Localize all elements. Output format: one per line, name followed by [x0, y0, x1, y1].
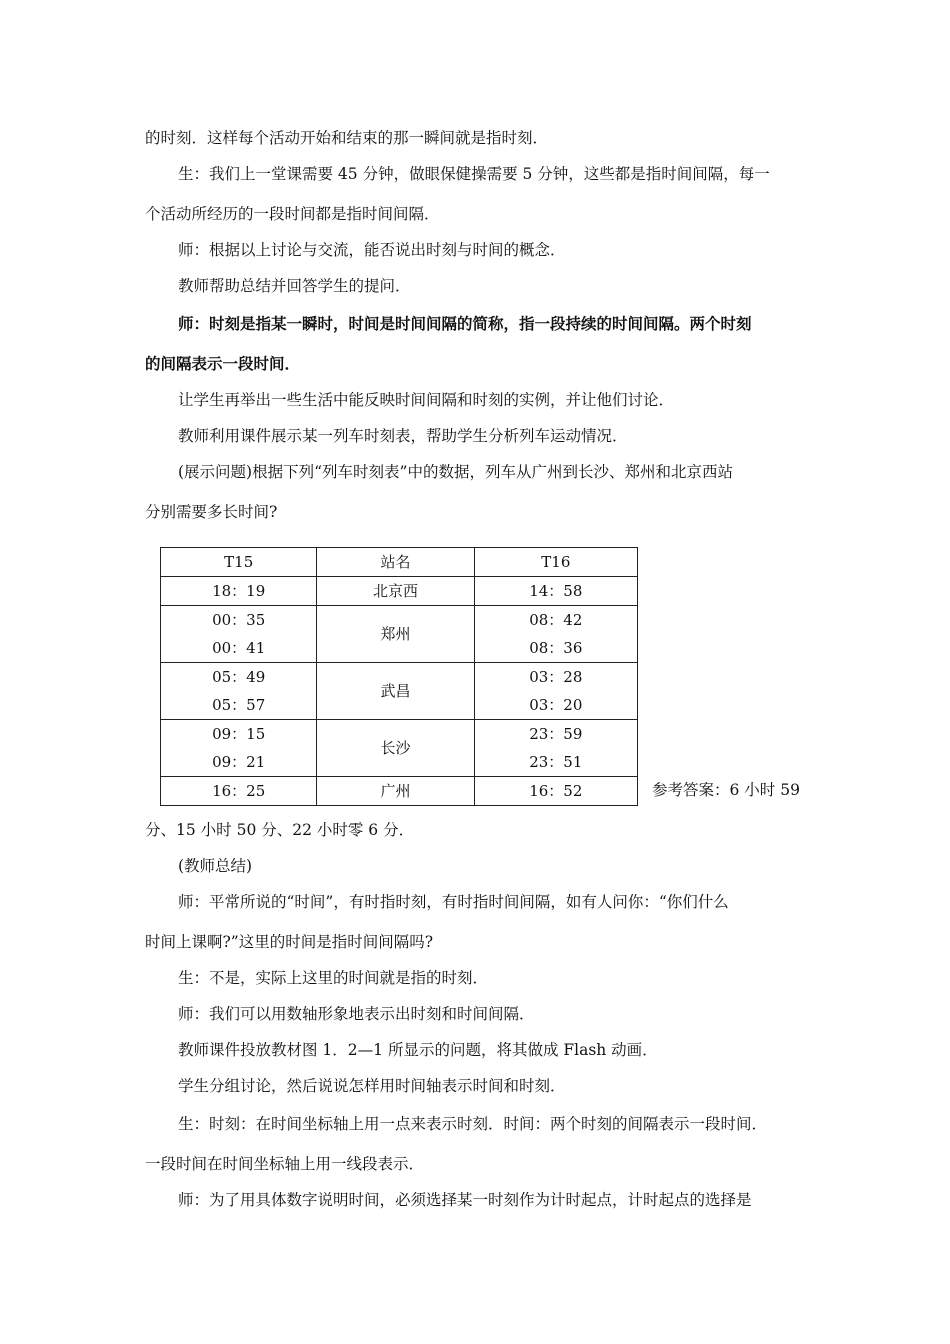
t15-times	[161, 606, 317, 663]
t16-depart: 03：20	[529, 696, 583, 714]
t15-arrive: 00：35	[212, 611, 266, 629]
station-name: 长沙	[317, 720, 474, 777]
bold-definition-line: 师：时刻是指某一瞬时，时间是时间间隔的简称，指一段持续的时间间隔。两个时刻	[178, 314, 752, 333]
t15-times	[161, 720, 317, 777]
header-t16: T16	[474, 548, 637, 577]
paragraph-line: 生：时刻：在时间坐标轴上用一点来表示时刻．时间：两个时刻的间隔表示一段时间．	[178, 1115, 768, 1133]
t15-time: 18：19	[161, 577, 317, 606]
t16-times	[474, 720, 637, 777]
paragraph-line: (教师总结)	[178, 857, 253, 875]
t16-depart: 08：36	[529, 639, 583, 657]
paragraph-line: 师：根据以上讨论与交流，能否说出时刻与时间的概念．	[178, 241, 566, 259]
t16-depart: 23：51	[529, 753, 583, 771]
paragraph-line: 个活动所经历的一段时间都是指时间间隔．	[145, 205, 440, 223]
paragraph-line: 分、15 小时 50 分、22 小时零 6 分．	[145, 821, 415, 839]
t16-time: 14：58	[474, 577, 637, 606]
paragraph-line: 时间上课啊?”这里的时间是指时间间隔吗?	[145, 933, 434, 951]
station-name: 北京西	[317, 577, 474, 606]
table-header-row	[161, 548, 638, 577]
table-row	[161, 777, 638, 806]
train-timetable	[160, 547, 638, 806]
station-name: 武昌	[317, 663, 474, 720]
t16-arrive: 23：59	[529, 725, 583, 743]
paragraph-line: 教师课件投放教材图 1．2—1 所显示的问题，将其做成 Flash 动画．	[178, 1041, 658, 1059]
t15-times	[161, 663, 317, 720]
t16-time: 16：52	[474, 777, 637, 806]
paragraph-line: 教师利用课件展示某一列车时刻表，帮助学生分析列车运动情况．	[178, 427, 628, 445]
paragraph-line: 师：为了用具体数字说明时间，必须选择某一时刻作为计时起点，计时起点的选择是	[178, 1191, 752, 1209]
t15-depart: 09：21	[212, 753, 266, 771]
t16-arrive: 03：28	[529, 668, 583, 686]
t16-arrive: 08：42	[529, 611, 583, 629]
paragraph-line: 学生分组讨论，然后说说怎样用时间轴表示时间和时刻．	[178, 1077, 566, 1095]
t15-arrive: 09：15	[212, 725, 266, 743]
paragraph-line: 让学生再举出一些生活中能反映时间间隔和时刻的实例，并让他们讨论．	[178, 391, 675, 409]
paragraph-line: 的时刻．这样每个活动开始和结束的那一瞬间就是指时刻．	[145, 129, 549, 147]
t15-time: 16：25	[161, 777, 317, 806]
station-name: 郑州	[317, 606, 474, 663]
header-t15: T15	[161, 548, 317, 577]
t16-times	[474, 606, 637, 663]
t15-arrive: 05：49	[212, 668, 266, 686]
table-row	[161, 720, 638, 777]
paragraph-line: 生：我们上一堂课需要 45 分钟，做眼保健操需要 5 分钟，这些都是指时间间隔，每一	[178, 165, 770, 183]
station-name: 广州	[317, 777, 474, 806]
bold-definition-line: 的间隔表示一段时间．	[145, 354, 301, 373]
table-row	[161, 577, 638, 606]
table-row	[161, 606, 638, 663]
paragraph-line: (展示问题)根据下列“列车时刻表”中的数据，列车从广州到长沙、郑州和北京西站	[178, 463, 733, 481]
paragraph-line: 一段时间在时间坐标轴上用一线段表示．	[145, 1155, 425, 1173]
paragraph-line: 师：我们可以用数轴形象地表示出时刻和时间间隔．	[178, 1005, 535, 1023]
t16-times	[474, 663, 637, 720]
t15-depart: 05：57	[212, 696, 266, 714]
header-station: 站名	[317, 548, 474, 577]
paragraph-line: 分别需要多长时间?	[145, 503, 278, 521]
reference-answer: 参考答案：6 小时 59	[652, 781, 800, 799]
table-row	[161, 663, 638, 720]
paragraph-line: 生：不是，实际上这里的时间就是指的时刻．	[178, 969, 489, 987]
paragraph-line: 师：平常所说的“时间”，有时指时刻，有时指时间间隔，如有人问你：“你们什么	[178, 893, 729, 911]
paragraph-line: 教师帮助总结并回答学生的提问．	[178, 277, 411, 295]
t15-depart: 00：41	[212, 639, 266, 657]
